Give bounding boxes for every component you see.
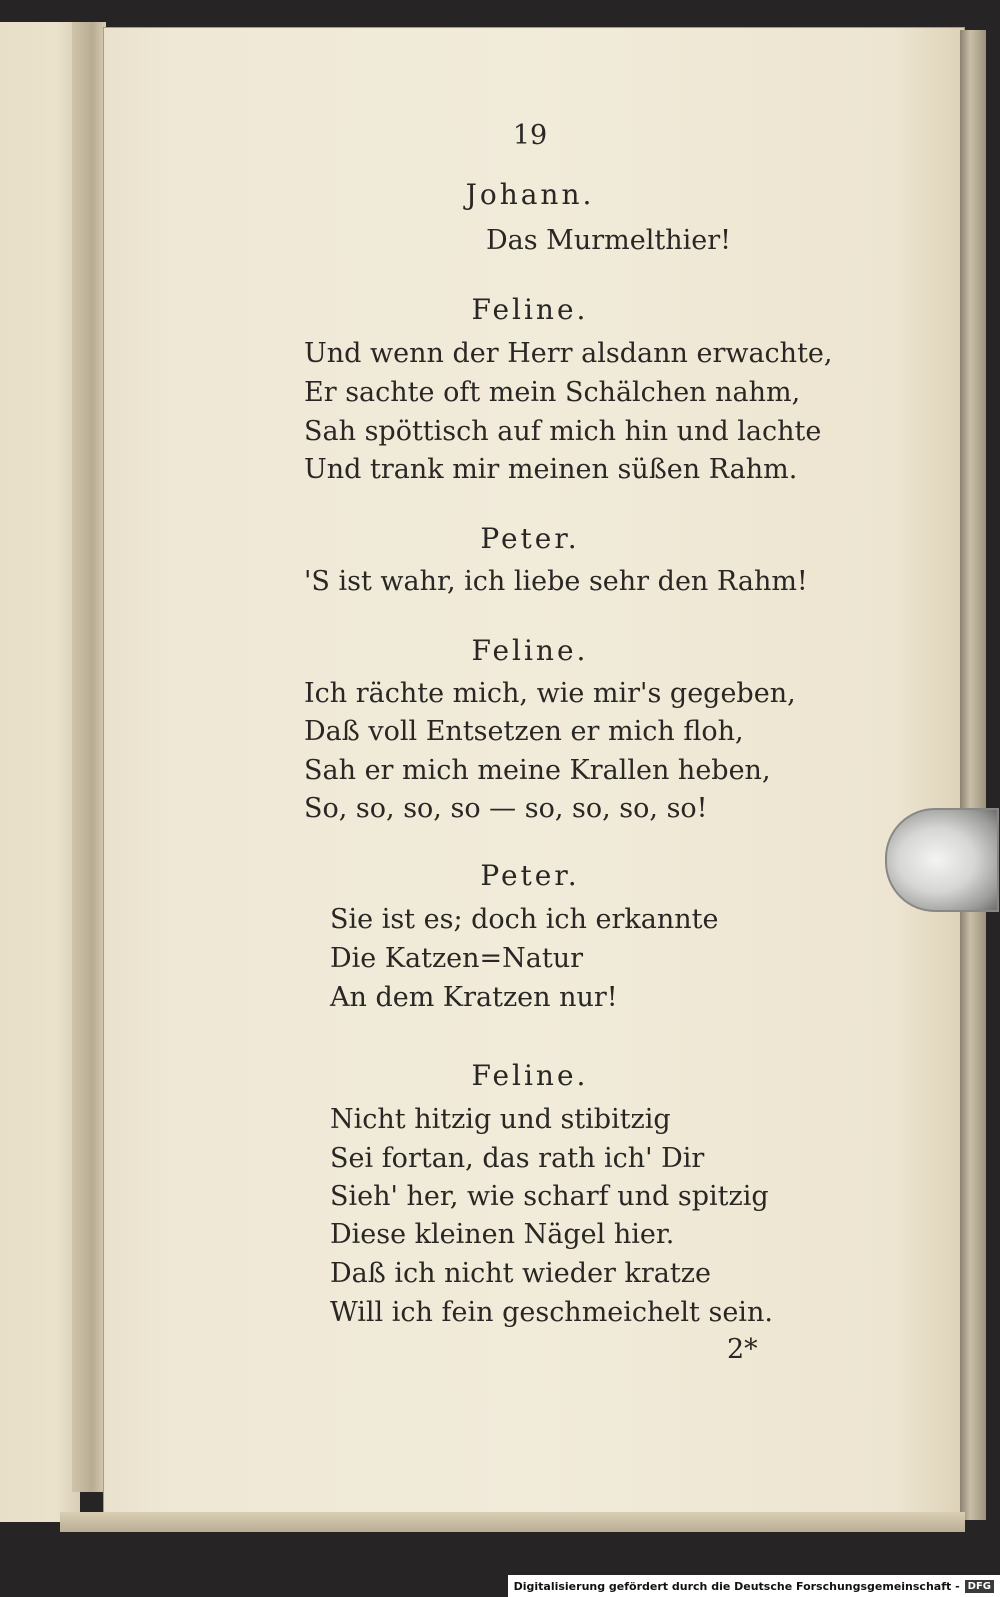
footer-text: Digitalisierung gefördert durch die Deutsche Forschungsgemeinschaft - xyxy=(513,1579,960,1593)
speaker-heading: Feline. xyxy=(471,634,589,667)
verse-line: 'S ist wahr, ich liebe sehr den Rahm! xyxy=(304,566,808,597)
verse-line: Will ich fein geschmeichelt sein. xyxy=(330,1297,773,1328)
signature-mark: 2* xyxy=(727,1334,758,1365)
verse-line: Und trank mir meinen süßen Rahm. xyxy=(304,454,798,485)
verse-line: Daß voll Entsetzen er mich floh, xyxy=(304,716,744,747)
verse-line: So, so, so, so — so, so, so, so! xyxy=(304,793,708,824)
dfg-logo: DFG xyxy=(965,1580,994,1593)
verse-line: An dem Kratzen nur! xyxy=(330,982,618,1013)
speaker-heading: Peter. xyxy=(480,522,580,555)
speaker-heading: Peter. xyxy=(480,859,580,892)
verse-line: Er sachte oft mein Schälchen nahm, xyxy=(304,377,801,408)
speaker-heading: Johann. xyxy=(465,178,595,211)
speaker-heading: Feline. xyxy=(471,1059,589,1092)
verse-line: Und wenn der Herr alsdann erwachte, xyxy=(304,338,833,369)
verse-line: Sah spöttisch auf mich hin und lachte xyxy=(304,416,822,447)
left-page xyxy=(0,22,80,1522)
verse-line: Sie ist es; doch ich erkannte xyxy=(330,904,719,935)
verse-line: Nicht hitzig und stibitzig xyxy=(330,1104,671,1135)
verse-line: Das Murmelthier! xyxy=(486,225,731,256)
verse-line: Die Katzen=Natur xyxy=(330,943,584,974)
page-number: 19 xyxy=(512,120,548,151)
verse-line: Sah er mich meine Krallen heben, xyxy=(304,755,771,786)
footer-credit xyxy=(508,1575,1000,1597)
verse-line: Sieh' her, wie scharf und spitzig xyxy=(330,1181,769,1212)
verse-line: Sei fortan, das rath ich' Dir xyxy=(330,1143,705,1174)
verse-line: Ich rächte mich, wie mir's gegeben, xyxy=(304,678,796,709)
page-bottom-edge xyxy=(60,1512,965,1532)
book-gutter xyxy=(72,22,106,1492)
verse-line: Daß ich nicht wieder kratze xyxy=(330,1258,711,1289)
verse-line: Diese kleinen Nägel hier. xyxy=(330,1219,675,1250)
speaker-heading: Feline. xyxy=(471,293,589,326)
cover-edge xyxy=(960,30,986,1520)
